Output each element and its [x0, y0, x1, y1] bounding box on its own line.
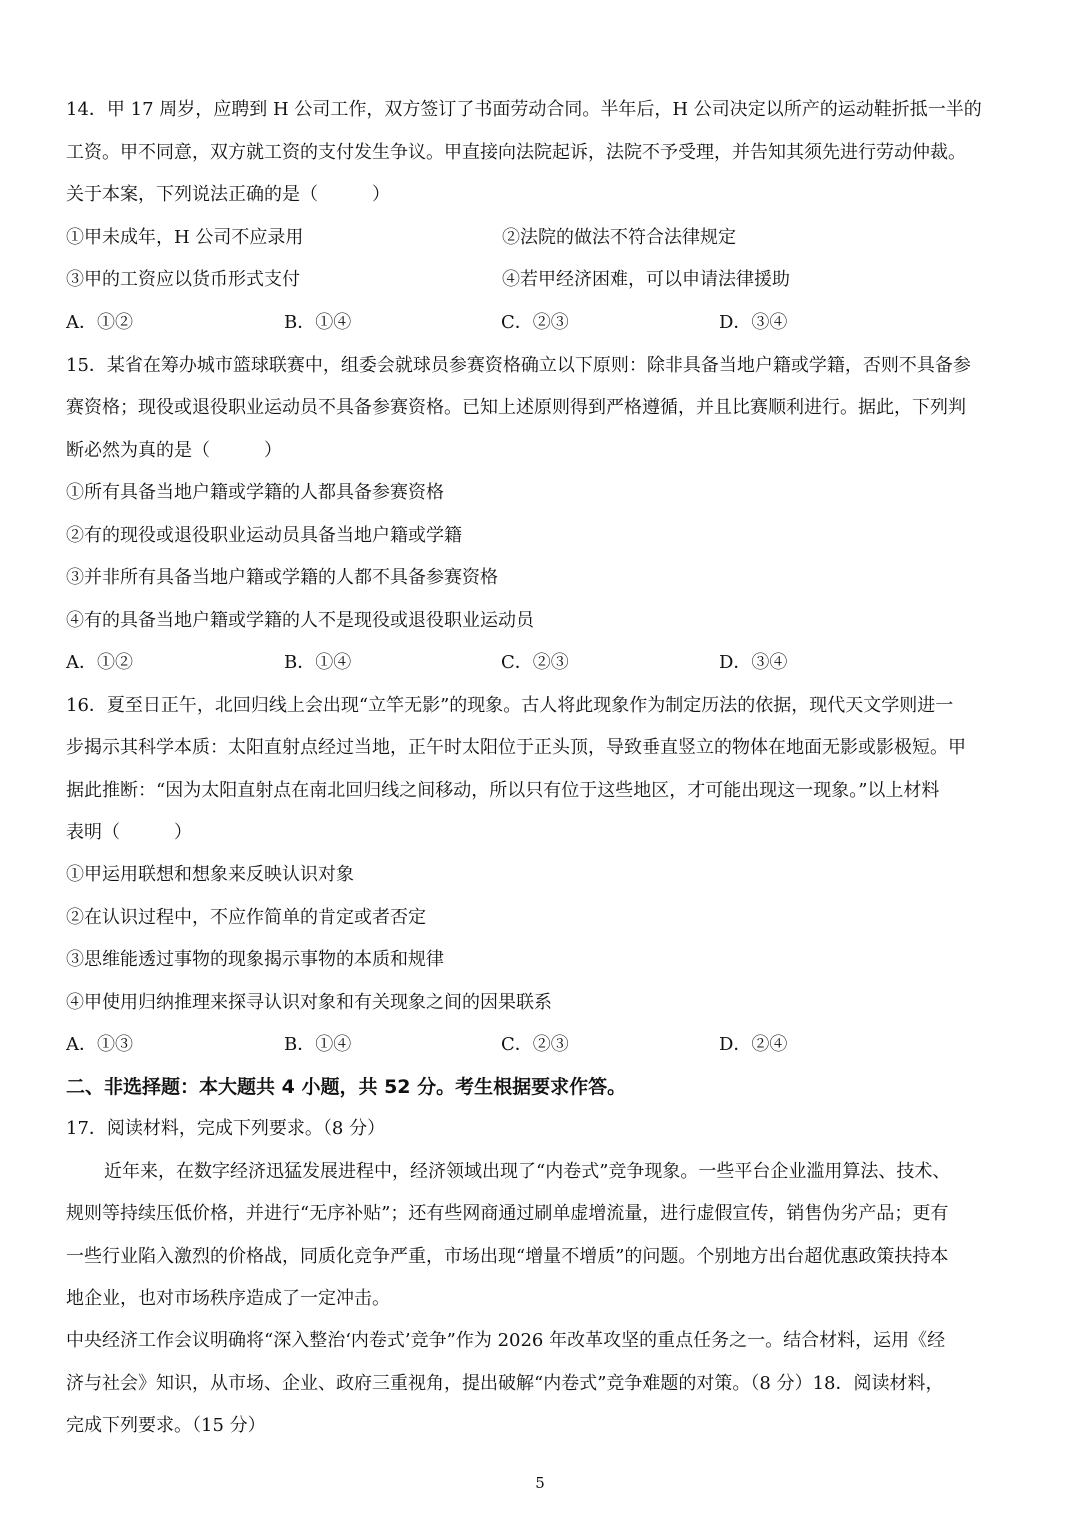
q17-question-line-1: 中央经济工作会议明确将“深入整治‘内卷式’竞争”作为 2026 年改革攻坚的重点任务之一。结合材料，运用《经: [66, 1330, 946, 1351]
q15-statement-2: ②有的现役或退役职业运动员具备当地户籍或学籍: [66, 525, 462, 546]
q16-option-d[interactable]: D．②④: [719, 1034, 788, 1055]
q16-stem-line-1: 16．夏至日正午，北回归线上会出现“立竿无影”的现象。古人将此现象作为制定历法的依据，现代天文学则进一: [66, 695, 954, 716]
q14-stem-line-2: 工资。甲不同意，双方就工资的支付发生争议。甲直接向法院起诉，法院不予受理，并告知其须先进行劳动仲裁。: [66, 142, 966, 163]
q15-statement-4: ④有的具备当地户籍或学籍的人不是现役或退役职业运动员: [66, 610, 534, 631]
q17-material-line-4: 地企业，也对市场秩序造成了一定冲击。: [66, 1288, 390, 1309]
q14-option-b[interactable]: B．①④: [284, 312, 352, 333]
q14-statement-1: ①甲未成年，H 公司不应录用: [66, 227, 304, 248]
q16-stem-line-4: 表明（ ）: [66, 822, 192, 843]
q15-option-c[interactable]: C．②③: [501, 652, 569, 673]
q17-question-line-2: 济与社会》知识，从市场、企业、政府三重视角，提出破解“内卷式”竞争难题的对策。（8 分）18．阅读材料，: [66, 1373, 944, 1394]
q14-stem-line-3: 关于本案，下列说法正确的是（ ）: [66, 184, 390, 205]
q15-option-a[interactable]: A．①②: [66, 652, 133, 673]
q15-option-b[interactable]: B．①④: [284, 652, 352, 673]
section-heading: 二、非选择题：本大题共 4 小题，共 52 分。考生根据要求作答。: [66, 1076, 627, 1098]
q16-option-c[interactable]: C．②③: [501, 1034, 569, 1055]
q14-option-a[interactable]: A．①②: [66, 312, 133, 333]
q16-option-b[interactable]: B．①④: [284, 1034, 352, 1055]
q15-statement-1: ①所有具备当地户籍或学籍的人都具备参赛资格: [66, 482, 444, 503]
q15-stem-line-2: 赛资格；现役或退役职业运动员不具备参赛资格。已知上述原则得到严格遵循，并且比赛顺利进行。据此，下列判: [66, 397, 966, 418]
q15-option-d[interactable]: D．③④: [719, 652, 788, 673]
q14-option-d[interactable]: D．③④: [719, 312, 788, 333]
q14-option-c[interactable]: C．②③: [501, 312, 569, 333]
q15-stem-line-1: 15．某省在筹办城市篮球联赛中，组委会就球员参赛资格确立以下原则：除非具备当地户籍或学籍，否则不具备参: [66, 355, 971, 376]
q16-option-a[interactable]: A．①③: [66, 1034, 133, 1055]
q15-stem-line-3: 断必然为真的是（ ）: [66, 440, 282, 461]
q14-statement-4: ④若甲经济困难，可以申请法律援助: [502, 269, 790, 290]
q14-statement-3: ③甲的工资应以货币形式支付: [66, 269, 300, 290]
q17-material-line-3: 一些行业陷入激烈的价格战，同质化竞争严重，市场出现“增量不增质”的问题。个别地方出台超优惠政策扶持本: [66, 1246, 949, 1267]
q16-stem-line-2: 步揭示其科学本质：太阳直射点经过当地，正午时太阳位于正头顶，导致垂直竖立的物体在地面无影或影极短。甲: [66, 737, 966, 758]
q16-statement-1: ①甲运用联想和想象来反映认识对象: [66, 864, 354, 885]
q17-material-line-2: 规则等持续压低价格，并进行“无序补贴”；还有些网商通过刷单虚增流量，进行虚假宣传，销售伪劣产品；更有: [66, 1203, 949, 1224]
q17-title: 17．阅读材料，完成下列要求。（8 分）: [66, 1118, 386, 1139]
q16-statement-4: ④甲使用归纳推理来探寻认识对象和有关现象之间的因果联系: [66, 992, 552, 1013]
q14-statement-row-1: [66, 226, 1016, 250]
q14-statement-2: ②法院的做法不符合法律规定: [502, 227, 736, 248]
q16-stem-line-3: 据此推断：“因为太阳直射点在南北回归线之间移动，所以只有位于这些地区，才可能出现这一现象。”以上材料: [66, 780, 940, 801]
q14-statement-row-2: [66, 268, 1016, 292]
q17-question-line-3: 完成下列要求。（15 分）: [66, 1415, 266, 1436]
page-number: 5: [535, 1474, 545, 1492]
q16-statement-2: ②在认识过程中，不应作简单的肯定或者否定: [66, 907, 426, 928]
q16-statement-3: ③思维能透过事物的现象揭示事物的本质和规律: [66, 949, 444, 970]
q17-material-line-1: 近年来，在数字经济迅猛发展进程中，经济领域出现了“内卷式”竞争现象。一些平台企业滥用算法、技术、: [104, 1161, 951, 1182]
q14-stem-line-1: 14．甲 17 周岁，应聘到 H 公司工作，双方签订了书面劳动合同。半年后，H 公司决定以所产的运动鞋折抵一半的: [66, 99, 982, 120]
q15-statement-3: ③并非所有具备当地户籍或学籍的人都不具备参赛资格: [66, 567, 498, 588]
